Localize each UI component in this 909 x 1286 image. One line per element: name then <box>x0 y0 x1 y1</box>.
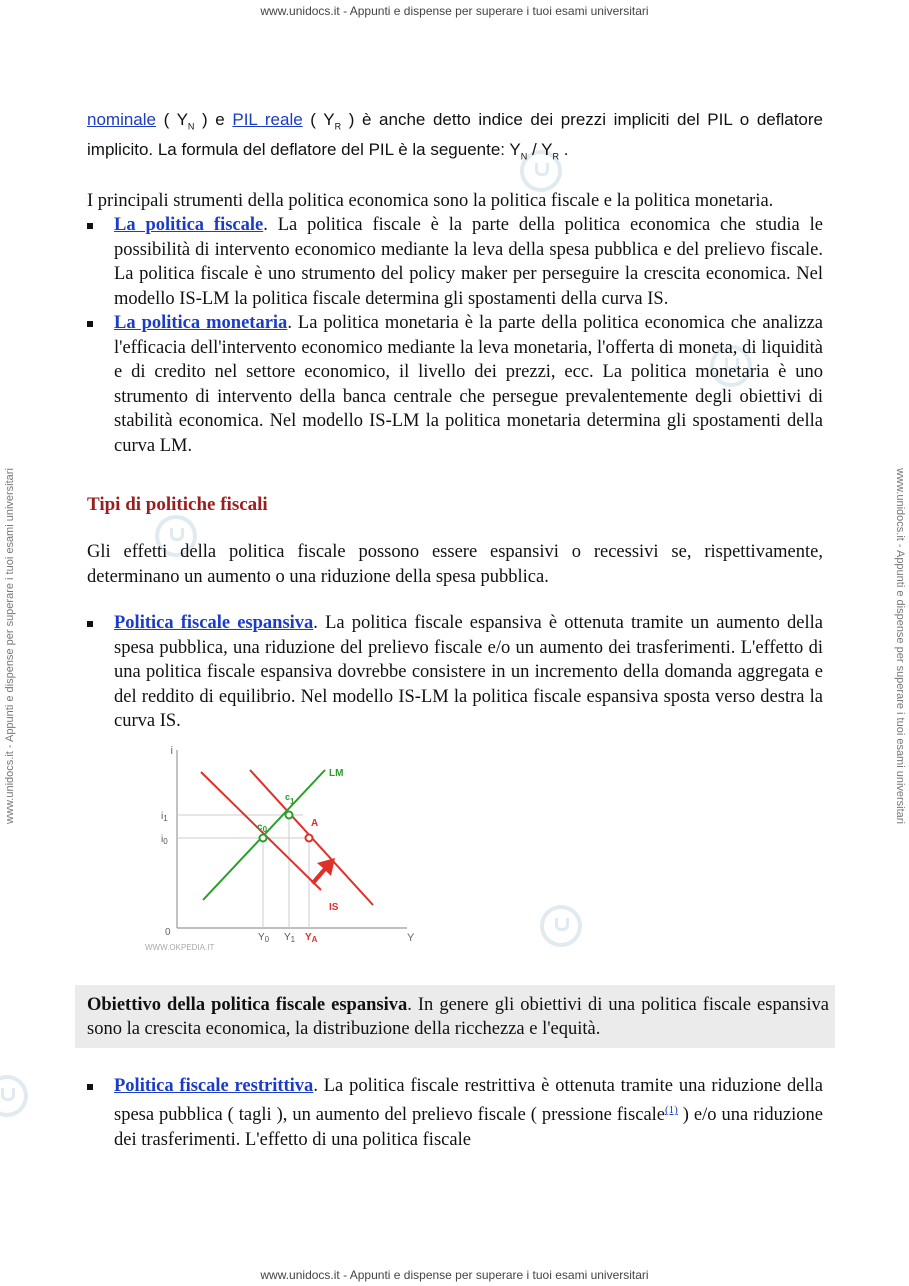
ya-label: $Y_A$ <box>305 931 318 944</box>
is-label: IS <box>329 901 339 913</box>
strumenti-paragraph: I principali strumenti della politica economica sono la politica fiscale e la politica monetaria. <box>87 190 774 211</box>
point-c1 <box>286 811 293 818</box>
watermark-right: www.unidocs.it - Appunti e dispense per superare i tuoi esami universitari <box>894 468 906 824</box>
islm-diagram <box>145 740 445 955</box>
section-heading: Tipi di politiche fiscali <box>87 494 268 516</box>
watermark-footer: www.unidocs.it - Appunti e dispense per superare i tuoi esami universitari <box>260 1268 649 1282</box>
lm-label: LM <box>329 767 344 779</box>
shift-arrow-icon <box>311 858 335 885</box>
i1-label: $i_1$ <box>161 810 168 823</box>
effetti-paragraph: Gli effetti della politica fiscale possono essere espansivi o recessivi se, rispettivamente, determinano un aumento o una riduzione della spesa pubblica. <box>87 542 823 587</box>
link-politica-fiscale[interactable]: La politica fiscale <box>114 215 264 236</box>
y-axis-label: i <box>170 744 173 757</box>
list-item: Politica fiscale restrittiva. La politica fiscale restrittiva è ottenuta tramite una riduzione della spesa pubblica ( tagli ), un aumento del prelievo fiscale ( pressione fiscale$^{(1)}$ ) e/o una riduzione dei trasferimenti. L'effetto di una politica fiscale <box>87 1074 823 1153</box>
a-label: A <box>311 817 319 829</box>
page-content <box>87 108 829 1152</box>
intro-paragraph: nominale ( $Y_N$ ) e PIL reale ( $Y_R$ ) è anche detto indice dei prezzi impliciti del PIL o deflatore implicito. La formula del deflatore del PIL è la seguente: $Y_N / Y_R$ . <box>87 110 824 162</box>
y0-label: $Y_0$ <box>258 931 270 944</box>
link-politica-restrittiva[interactable]: Politica fiscale restrittiva <box>114 1075 314 1096</box>
list-item: La politica fiscale. La politica fiscale è la parte della politica economica che studia le possibilità di intervento economico mediante la leva della spesa pubblica e del prelievo fiscale. La politica fiscale è uno strumento del policy maker per perseguire la crescita economica. Nel modello IS-LM la politica fiscale determina gli spostamenti della curva IS. <box>87 213 823 311</box>
objective-box: Obiettivo della politica fiscale espansiva. In genere gli obiettivi di una politica fiscale espansiva sono la crescita economica, la distribuzione della ricchezza e l'equità. <box>75 985 835 1048</box>
list-item: Politica fiscale espansiva. La politica fiscale espansiva è ottenuta tramite un aumento della spesa pubblica, una riduzione del prelievo fiscale e/o un aumento dei trasferimenti. L'effetto di una politica fiscale espansiva dovrebbe consistere in un incremento della domanda aggregata e del reddito di equilibrio. Nel modello IS-LM la politica fiscale espansiva sposta verso destra la curva IS. <box>87 611 823 734</box>
i0-label: $i_0$ <box>161 833 168 846</box>
x-axis-label: Y <box>407 931 415 944</box>
diagram-credit: WWW.OKPEDIA.IT <box>145 942 215 952</box>
watermark-left: www.unidocs.it - Appunti e dispense per superare i tuoi esami universitari <box>4 468 16 824</box>
watermark-header: www.unidocs.it - Appunti e dispense per superare i tuoi esami universitari <box>260 4 649 18</box>
origin-label: 0 <box>165 926 171 938</box>
link-politica-espansiva[interactable]: Politica fiscale espansiva <box>114 613 314 634</box>
link-pil-nominale[interactable]: nominale <box>87 110 156 129</box>
link-politica-monetaria[interactable]: La politica monetaria <box>114 313 288 334</box>
point-c0 <box>260 834 267 841</box>
link-pil-reale[interactable]: PIL reale <box>232 110 303 129</box>
list-item: La politica monetaria. La politica monetaria è la parte della politica economica che analizza l'efficacia dell'intervento economico mediante la leva monetaria, l'offerta di moneta, di liquidità e di credito nel settore economico, il livello dei prezzi, ecc. La politica monetaria è uno strumento di intervento della banca centrale che persegue prevalentemente degli obiettivi di stabilità economica. Nel modello IS-LM la politica monetaria determina gli spostamenti della curva LM. <box>87 311 823 458</box>
y1-label: $Y_1$ <box>284 931 296 944</box>
unidocs-logo-icon <box>0 1075 28 1117</box>
c0-label: $c_0$ <box>257 821 268 834</box>
point-a <box>306 834 313 841</box>
footnote-link[interactable]: (1) <box>665 1104 678 1117</box>
c1-label: c1 <box>285 791 295 806</box>
